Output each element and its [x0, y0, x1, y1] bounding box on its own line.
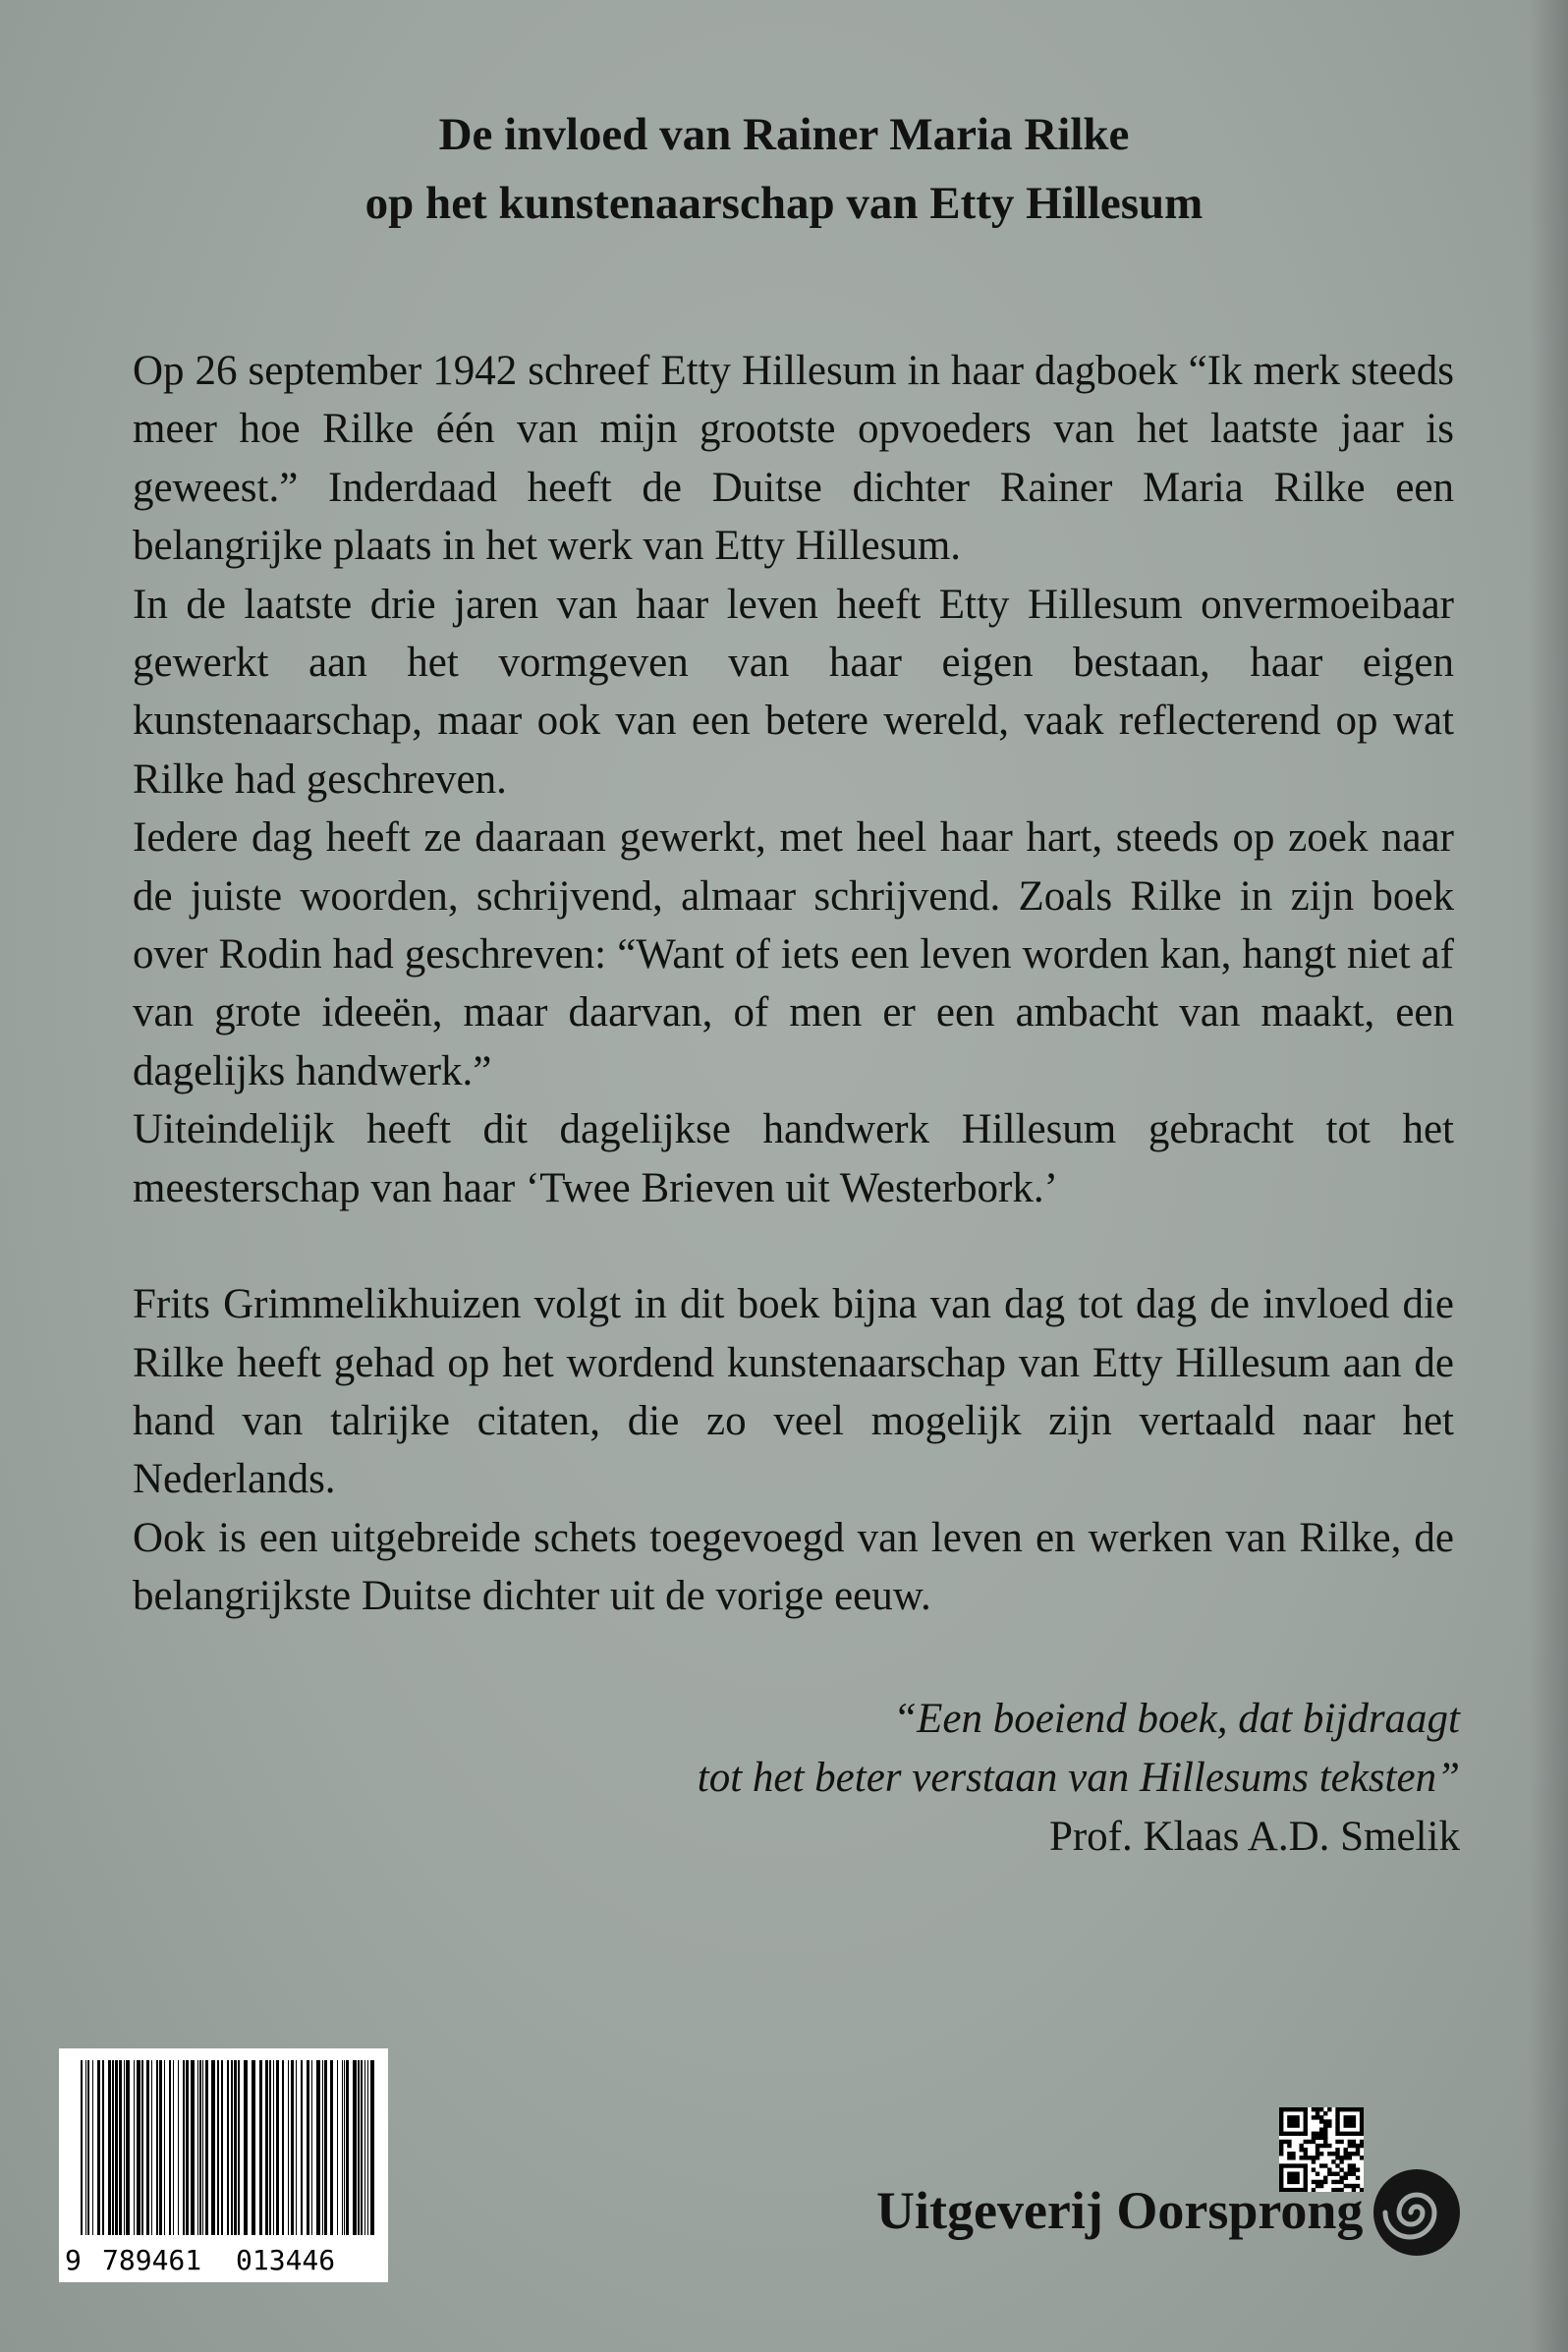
- barcode-bar: [353, 2060, 357, 2235]
- barcode-bar: [276, 2060, 279, 2235]
- barcode-bar: [342, 2060, 343, 2235]
- qr-module: [1291, 2119, 1295, 2123]
- barcode-bar: [296, 2060, 297, 2235]
- barcode-bar: [112, 2060, 114, 2235]
- qr-module: [1283, 2163, 1287, 2167]
- qr-module: [1319, 2107, 1323, 2111]
- qr-module: [1316, 2156, 1319, 2159]
- qr-module: [1352, 2123, 1356, 2127]
- qr-module: [1323, 2123, 1327, 2127]
- title-line-2: op het kunstenaarschap van Etty Hillesum: [364, 178, 1204, 229]
- qr-module: [1319, 2132, 1323, 2136]
- qr-module: [1304, 2111, 1308, 2115]
- barcode-bar: [361, 2060, 363, 2235]
- qr-module: [1360, 2132, 1364, 2136]
- qr-module: [1316, 2148, 1319, 2152]
- barcode-bar: [282, 2060, 284, 2235]
- barcode-bar: [169, 2060, 171, 2235]
- qr-module: [1312, 2140, 1316, 2144]
- barcode-bar: [337, 2060, 338, 2235]
- qr-module: [1279, 2163, 1283, 2167]
- barcode-bar: [124, 2060, 125, 2235]
- qr-module: [1360, 2140, 1364, 2144]
- qr-module: [1360, 2107, 1364, 2111]
- barcode-bar: [346, 2060, 349, 2235]
- barcode-bar: [137, 2060, 140, 2235]
- qr-module: [1287, 2140, 1291, 2144]
- qr-module: [1299, 2107, 1303, 2111]
- qr-module: [1287, 2107, 1291, 2111]
- barcode-bar: [115, 2060, 118, 2235]
- barcode-bar: [173, 2060, 174, 2235]
- qr-module: [1299, 2132, 1303, 2136]
- qr-module: [1299, 2163, 1303, 2167]
- qr-module: [1339, 2167, 1343, 2171]
- qr-module: [1344, 2115, 1348, 2119]
- qr-module: [1299, 2144, 1303, 2148]
- qr-module: [1352, 2132, 1356, 2136]
- barcode-bar: [330, 2060, 333, 2235]
- qr-module: [1304, 2123, 1308, 2127]
- qr-module: [1335, 2111, 1339, 2115]
- barcode-digits: [59, 2243, 388, 2278]
- qr-module: [1348, 2107, 1352, 2111]
- qr-module: [1295, 2123, 1299, 2127]
- qr-module: [1304, 2107, 1308, 2111]
- qr-module: [1291, 2123, 1295, 2127]
- barcode-bar: [367, 2060, 368, 2235]
- barcode-bar: [244, 2060, 248, 2235]
- qr-module: [1356, 2144, 1360, 2148]
- qr-module: [1348, 2152, 1352, 2156]
- barcode-bar: [269, 2060, 271, 2235]
- barcode-digits-right: 013446: [236, 2244, 336, 2276]
- qr-module: [1335, 2115, 1339, 2119]
- barcode-bar: [164, 2060, 165, 2235]
- review-quote: [477, 1690, 1460, 1867]
- qr-module: [1304, 2127, 1308, 2131]
- qr-module: [1339, 2140, 1343, 2144]
- qr-module: [1323, 2111, 1327, 2115]
- qr-module: [1348, 2132, 1352, 2136]
- spiral-logo-icon: [1371, 2166, 1464, 2260]
- qr-module: [1356, 2167, 1360, 2171]
- qr-module: [1279, 2107, 1283, 2111]
- qr-module: [1287, 2144, 1291, 2148]
- qr-module: [1323, 2119, 1327, 2123]
- barcode-bar: [151, 2060, 152, 2235]
- qr-module: [1327, 2144, 1331, 2148]
- qr-module: [1316, 2132, 1319, 2136]
- qr-module: [1331, 2159, 1335, 2163]
- qr-module: [1339, 2107, 1343, 2111]
- qr-module: [1295, 2132, 1299, 2136]
- barcode-bar: [301, 2060, 303, 2235]
- qr-module: [1312, 2159, 1316, 2163]
- publisher-name: Uitgeverij Oorsprong: [876, 2181, 1364, 2240]
- qr-module: [1352, 2144, 1356, 2148]
- qr-module: [1344, 2132, 1348, 2136]
- qr-module: [1348, 2156, 1352, 2159]
- qr-module: [1304, 2140, 1308, 2144]
- barcode-bar: [126, 2060, 130, 2235]
- qr-module: [1279, 2123, 1283, 2127]
- qr-module: [1279, 2167, 1283, 2171]
- qr-module: [1279, 2115, 1283, 2119]
- barcode-bar: [87, 2060, 89, 2235]
- qr-module: [1319, 2152, 1323, 2156]
- qr-module: [1308, 2156, 1312, 2159]
- qr-module: [1295, 2115, 1299, 2119]
- qr-module: [1304, 2152, 1308, 2156]
- qr-module: [1312, 2156, 1316, 2159]
- qr-module: [1335, 2123, 1339, 2127]
- qr-module: [1319, 2127, 1323, 2131]
- qr-module: [1291, 2132, 1295, 2136]
- qr-module: [1335, 2127, 1339, 2131]
- barcode-bar: [156, 2060, 158, 2235]
- qr-module: [1287, 2152, 1291, 2156]
- qr-module: [1295, 2107, 1299, 2111]
- qr-module: [1348, 2167, 1352, 2171]
- qr-module: [1352, 2107, 1356, 2111]
- barcode-bar: [307, 2060, 309, 2235]
- blurb-paragraph-3: Iedere dag heeft ze daaraan gewerkt, met heel haar hart, steeds op zoek naar de juiste woorden, schrijvend, almaar schrijvend. Zoals Rilke in zijn boek over Rodin had geschreven: “Want of iets een leven worden kan, hangt niet af van grote ideeën, maar daarvan, of men er een ambacht van maakt, een dagelijks handwerk.”: [133, 814, 1454, 1094]
- qr-module: [1291, 2115, 1295, 2119]
- qr-module: [1335, 2156, 1339, 2159]
- barcode-bar: [344, 2060, 345, 2235]
- barcode-bar: [205, 2060, 208, 2235]
- qr-module: [1316, 2152, 1319, 2156]
- barcode-bar: [364, 2060, 365, 2235]
- qr-module: [1344, 2107, 1348, 2111]
- qr-module: [1308, 2140, 1312, 2144]
- blurb-text: [133, 342, 1454, 1626]
- qr-module: [1339, 2156, 1343, 2159]
- qr-module: [1348, 2119, 1352, 2123]
- qr-module: [1339, 2159, 1343, 2163]
- barcode-bar: [202, 2060, 203, 2235]
- title-line-1: De invloed van Rainer Maria Rilke: [438, 109, 1130, 160]
- barcode-digit-first: 9: [65, 2244, 82, 2276]
- qr-module: [1360, 2115, 1364, 2119]
- qr-module: [1356, 2132, 1360, 2136]
- qr-module: [1335, 2140, 1339, 2144]
- barcode-bar: [199, 2060, 201, 2235]
- qr-module: [1360, 2127, 1364, 2131]
- barcode-bar: [146, 2060, 149, 2235]
- barcode-bar: [183, 2060, 185, 2235]
- barcode-bar: [324, 2060, 327, 2235]
- qr-module: [1279, 2144, 1283, 2148]
- qr-module: [1319, 2119, 1323, 2123]
- barcode-bar: [231, 2060, 233, 2235]
- qr-module: [1279, 2152, 1283, 2156]
- barcode-bar: [252, 2060, 255, 2235]
- qr-module: [1316, 2111, 1319, 2115]
- qr-module: [1304, 2115, 1308, 2119]
- qr-module: [1304, 2148, 1308, 2152]
- qr-module: [1287, 2115, 1291, 2119]
- barcode-bar: [238, 2060, 240, 2235]
- qr-module: [1279, 2111, 1283, 2115]
- qr-module: [1356, 2107, 1360, 2111]
- barcode-bar: [370, 2060, 374, 2235]
- qr-module: [1352, 2152, 1356, 2156]
- blurb-paragraph-6: Ook is een uitgebreide schets toegevoegd van leven en werken van Rilke, de belangrijkste Duitse dichter uit de vorige eeuw.: [133, 1514, 1454, 1620]
- qr-module: [1360, 2123, 1364, 2127]
- qr-module: [1316, 2115, 1319, 2119]
- barcode-bar: [273, 2060, 274, 2235]
- qr-module: [1299, 2156, 1303, 2159]
- qr-module: [1344, 2148, 1348, 2152]
- qr-module: [1319, 2136, 1323, 2140]
- isbn-barcode: [59, 2048, 388, 2282]
- qr-module: [1323, 2132, 1327, 2136]
- qr-module: [1299, 2148, 1303, 2152]
- qr-module: [1319, 2115, 1323, 2119]
- qr-module: [1312, 2132, 1316, 2136]
- blurb-paragraph-4: Uiteindelijk heeft dit dagelijkse handwerk Hillesum gebracht tot het meesterschap van haar ‘Twee Brieven uit Westerbork.’: [133, 1106, 1454, 1211]
- barcode-bar: [119, 2060, 122, 2235]
- qr-module: [1327, 2107, 1331, 2111]
- qr-module: [1295, 2119, 1299, 2123]
- barcode-bar: [259, 2060, 262, 2235]
- paragraph-gap: [133, 1217, 1454, 1275]
- qr-module: [1291, 2163, 1295, 2167]
- qr-module: [1319, 2163, 1323, 2167]
- qr-module: [1312, 2115, 1316, 2119]
- barcode-bar: [234, 2060, 237, 2235]
- qr-module: [1348, 2115, 1352, 2119]
- qr-module: [1327, 2119, 1331, 2123]
- barcode-bar: [92, 2060, 93, 2235]
- barcode-bar: [85, 2060, 86, 2235]
- qr-module: [1348, 2144, 1352, 2148]
- qr-module: [1352, 2115, 1356, 2119]
- barcode-bar: [265, 2060, 268, 2235]
- qr-module: [1312, 2136, 1316, 2140]
- barcode-bar: [217, 2060, 219, 2235]
- qr-module: [1348, 2163, 1352, 2167]
- barcode-bar: [191, 2060, 195, 2235]
- qr-module: [1352, 2167, 1356, 2171]
- qr-module: [1323, 2136, 1327, 2140]
- qr-module: [1352, 2119, 1356, 2123]
- qr-module: [1335, 2152, 1339, 2156]
- qr-module: [1283, 2140, 1287, 2144]
- barcode-bar: [102, 2060, 104, 2235]
- barcode-bar: [227, 2060, 229, 2235]
- qr-module: [1335, 2163, 1339, 2167]
- qr-module: [1304, 2119, 1308, 2123]
- qr-module: [1360, 2111, 1364, 2115]
- blurb-paragraph-5: Frits Grimmelikhuizen volgt in dit boek bijna van dag tot dag de invloed die Rilke heeft gehad op het wordend kunstenaarschap van Etty Hillesum aan de hand van talrijke citaten, die zo veel mogelijk zijn vertaald naar het Nederlands.: [133, 1281, 1454, 1503]
- barcode-bar: [311, 2060, 312, 2235]
- qr-module: [1291, 2156, 1295, 2159]
- barcode-bar: [97, 2060, 100, 2235]
- qr-module: [1323, 2127, 1327, 2131]
- qr-module: [1283, 2132, 1287, 2136]
- barcode-bars: [59, 2048, 388, 2245]
- barcode-bar: [134, 2060, 135, 2235]
- qr-module: [1323, 2163, 1327, 2167]
- qr-module: [1356, 2148, 1360, 2152]
- barcode-bar: [316, 2060, 320, 2235]
- barcode-bar: [197, 2060, 198, 2235]
- qr-module: [1287, 2119, 1291, 2123]
- qr-module: [1352, 2163, 1356, 2167]
- barcode-bar: [186, 2060, 189, 2235]
- qr-module: [1287, 2123, 1291, 2127]
- barcode-bar: [108, 2060, 111, 2235]
- qr-module: [1344, 2119, 1348, 2123]
- qr-module: [1279, 2140, 1283, 2144]
- qr-module: [1279, 2127, 1283, 2131]
- qr-module: [1295, 2163, 1299, 2167]
- qr-module: [1327, 2167, 1331, 2171]
- qr-module: [1327, 2123, 1331, 2127]
- qr-module: [1339, 2132, 1343, 2136]
- qr-module: [1316, 2144, 1319, 2148]
- qr-module: [1335, 2107, 1339, 2111]
- qr-module: [1287, 2163, 1291, 2167]
- quote-line-1: “Een boeiend boek, dat bijdraagt: [893, 1696, 1460, 1742]
- qr-module: [1331, 2152, 1335, 2156]
- qr-module: [1327, 2152, 1331, 2156]
- qr-module: [1348, 2123, 1352, 2127]
- barcode-bar: [221, 2060, 223, 2235]
- qr-module: [1291, 2152, 1295, 2156]
- qr-module: [1335, 2132, 1339, 2136]
- barcode-bar: [178, 2060, 179, 2235]
- qr-module: [1316, 2136, 1319, 2140]
- barcode-bar: [141, 2060, 143, 2235]
- blurb-paragraph-2: In de laatste drie jaren van haar leven heeft Etty Hillesum onvermoeibaar gewerkt aan het vormgeven van haar eigen bestaan, haar eigen kunstenaarschap, maar ook van een betere wereld, vaak reflecterend op wat Rilke had geschreven.: [133, 581, 1454, 803]
- qr-module: [1348, 2140, 1352, 2144]
- qr-module: [1323, 2144, 1327, 2148]
- quote-line-2: tot het beter verstaan van Hillesums teksten”: [697, 1755, 1460, 1801]
- qr-module: [1283, 2107, 1287, 2111]
- qr-module: [1360, 2144, 1364, 2148]
- barcode-digits-left: 789461: [102, 2244, 202, 2276]
- barcode-bar: [159, 2060, 162, 2235]
- qr-module: [1360, 2119, 1364, 2123]
- qr-module: [1279, 2132, 1283, 2136]
- quote-author: Prof. Klaas A.D. Smelik: [1048, 1814, 1460, 1860]
- qr-module: [1304, 2163, 1308, 2167]
- qr-module: [1344, 2156, 1348, 2159]
- cover-edge-shadow: [1529, 0, 1568, 2352]
- qr-module: [1335, 2148, 1339, 2152]
- qr-module: [1279, 2148, 1283, 2152]
- barcode-bar: [211, 2060, 215, 2235]
- qr-module: [1356, 2152, 1360, 2156]
- barcode-bar: [358, 2060, 360, 2235]
- barcode-bar: [291, 2060, 294, 2235]
- qr-module: [1312, 2167, 1316, 2171]
- qr-module: [1304, 2132, 1308, 2136]
- qr-module: [1319, 2144, 1323, 2148]
- qr-module: [1291, 2107, 1295, 2111]
- barcode-bar: [81, 2060, 83, 2235]
- barcode-bar: [288, 2060, 289, 2235]
- qr-module: [1323, 2140, 1327, 2144]
- qr-module: [1335, 2119, 1339, 2123]
- qr-module: [1352, 2140, 1356, 2144]
- blurb-paragraph-1: Op 26 september 1942 schreef Etty Hillesum in haar dagboek “Ik merk steeds meer hoe Rilke één van mijn grootste opvoeders van het laatste jaar is geweest.” Inderdaad heeft de Duitse dichter Rainer Maria Rilke een belangrijke plaats in het werk van Etty Hillesum.: [133, 348, 1454, 570]
- qr-module: [1287, 2132, 1291, 2136]
- qr-module: [1304, 2156, 1308, 2159]
- qr-module: [1279, 2119, 1283, 2123]
- qr-module: [1312, 2107, 1316, 2111]
- qr-module: [1316, 2107, 1319, 2111]
- qr-module: [1304, 2167, 1308, 2171]
- cover-title: [0, 100, 1568, 238]
- qr-module: [1344, 2123, 1348, 2127]
- barcode-bar: [322, 2060, 323, 2235]
- qr-module: [1344, 2152, 1348, 2156]
- qr-module: [1360, 2156, 1364, 2159]
- qr-module: [1287, 2156, 1291, 2159]
